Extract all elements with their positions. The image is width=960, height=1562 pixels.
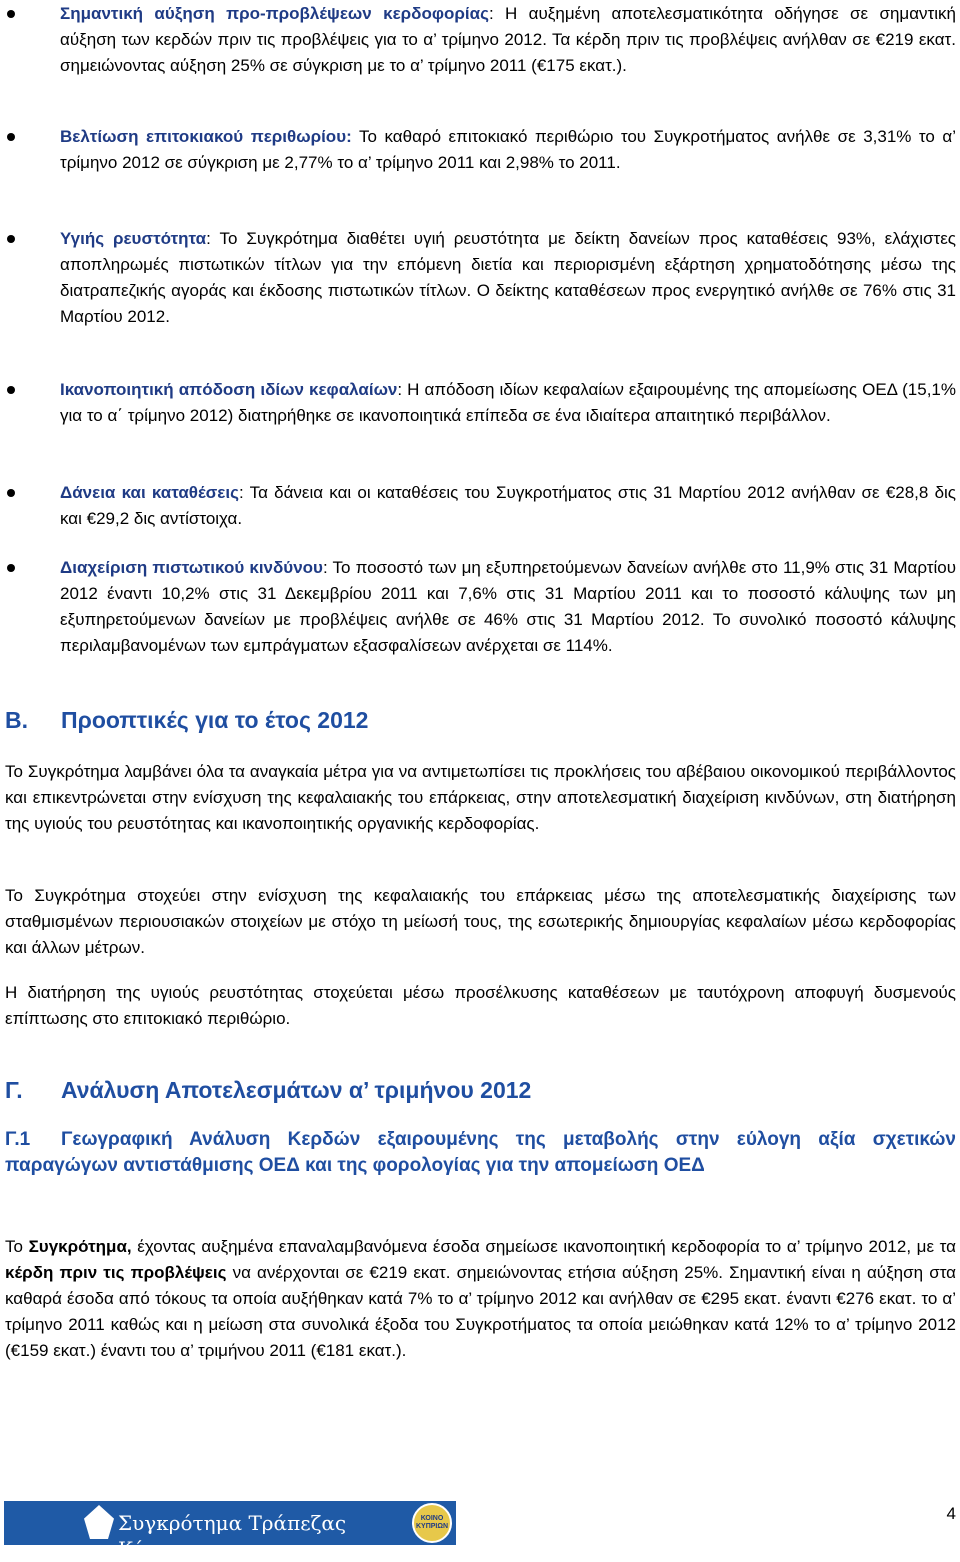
list-item-body: : Τα δάνεια και οι καταθέσεις του Συγκροτήματος στις 31 Μαρτίου 2012 ανήλθαν σε €28,8 δις και €29,2 δις αντίστοιχα. (60, 483, 957, 528)
list-item-text (60, 377, 956, 429)
section-b-number: Β. (5, 707, 28, 733)
list-item-body: : Η αυξημένη αποτελεσματικότητα οδήγησε σε σημαντική αύξηση των κερδών πριν τις προβλέψεις για το α’ τρίμηνο 2012. Τα κέρδη πριν τις προβλέψεις ανήλθαν σε €219 εκατ. σημειώνοντας αύξηση 25% σε σύγκριση με το α’ τρίμηνο 2011 (€175 εκατ.). (60, 4, 956, 75)
section-b-paragraph: Η διατήρηση της υγιούς ρευστότητας στοχεύεται μέσω προσέλκυσης καταθέσεων με ταυτόχρονη αποφυγή δυσμενούς επίπτωσης στο επιτοκιακό περιθώριο. (5, 983, 956, 1028)
list-item-body: : Το Συγκρότημα διαθέτει υγιή ρευστότητα με δείκτη δανείων προς καταθέσεις 93%, ελάχιστες αποπληρωμές πιστωτικών τίτλων για την επόμενη διετία και περιορισμένη εξάρτηση χρηματοδότησης μέσω της διατραπεζικής αγοράς και έκδοσης πιστωτικών τίτλων. Ο δείκτης καταθέσεων προς ενεργητικό ανήλθε σε 76% στις 31 Μαρτίου 2012. (60, 229, 956, 326)
bullet-icon (7, 489, 15, 497)
list-item-lead: Διαχείριση πιστωτικού κινδύνου (60, 558, 323, 577)
seal-text: ΚΟΙΝΟ ΚΥΠΡΙΩΝ (415, 1515, 449, 1530)
section-b-title: Προοπτικές για το έτος 2012 (61, 707, 369, 733)
list-item-text (60, 1, 956, 79)
bullet-icon (7, 564, 15, 572)
section-c-heading (5, 1075, 955, 1105)
paragraph-text: να ανέρχονται σε €219 εκατ. σημειώνοντας ετήσια αύξηση 25%. Σημαντική είναι η αύξηση στα καθαρά έσοδα από τόκους τα οποία αυξήθηκαν κατά 7% το α’ τρίμηνο 2012 και ανήλθαν σε €295 εκατ. έναντι €276 εκατ. το α’ τρίμηνο 2011 καθώς και η μείωση στα συνολικά έξοδα του Συγκροτήματος τα οποία μειώθηκαν κατά 12% το α’ τρίμηνο 2012 (€159 εκατ.) έναντι του α’ τριμήνου 2011 (€181 εκατ.). (5, 1263, 957, 1360)
list-item-lead: Βελτίωση επιτοκιακού περιθωρίου: (60, 127, 352, 146)
section-c-title: Ανάλυση Αποτελεσμάτων α’ τριμήνου 2012 (61, 1077, 532, 1103)
section-b-heading (5, 705, 955, 735)
bullet-icon (7, 133, 15, 141)
list-item-lead: Ικανοποιητική απόδοση ιδίων κεφαλαίων (60, 380, 398, 399)
list-item-lead: Δάνεια και καταθέσεις (60, 483, 239, 502)
list-item-body: : Το ποσοστό των μη εξυπηρετούμενων δανείων ανήλθε στο 11,9% στις 31 Μαρτίου 2012 έναντι 10,2% στις 31 Δεκεμβρίου 2011 και 7,6% στις 31 Μαρτίου 2011 και το ποσοστό κάλυψης των μη εξυπηρετούμενων δανείων με προβλέψεις ανήλθε σε 46% στις 31 Μαρτίου 2012. Το συνολικό ποσοστό κάλυψης περιλαμβανομένων των εμπράγματων εξασφαλίσεων ανέρχεται σε 114%. (60, 558, 957, 655)
list-item-lead: Σημαντική αύξηση προ-προβλέψεων κερδοφορίας (60, 4, 489, 23)
section-b-paragraph: Το Συγκρότημα στοχεύει στην ενίσχυση της κεφαλαιακής του επάρκειας μέσω της αποτελεσματικής διαχείρισης των σταθμισμένων περιουσιακών στοιχείων με στόχο τη μείωσή τους, της εσωτερικής δημιουργίας κεφαλαίων μέσω κερδοφορίας και άλλων μέτρων. (5, 886, 956, 957)
page-number: 4 (946, 1504, 956, 1523)
bullet-icon (7, 235, 15, 243)
paragraph-text: έχοντας αυξημένα επαναλαμβανόμενα έσοδα σημείωσε ικανοποιητική κερδοφορία το α’ τρίμηνο 2012, με τα (131, 1237, 956, 1256)
bullet-icon (7, 10, 15, 18)
subsection-c1-number: Γ.1 (5, 1129, 31, 1150)
subsection-c1-title: Γεωγραφική Ανάλυση Κερδών εξαιρουμένης της μεταβολής στην εύλογη αξία σχετικών παραγώγων αντιστάθμισης ΟΕΔ και της φορολογίας για την απομείωση ΟΕΔ (5, 1129, 956, 1176)
list-item-lead: Υγιής ρευστότητα (60, 229, 207, 248)
list-item-body: : Η απόδοση ιδίων κεφαλαίων εξαιρουμένης της απομείωσης ΟΕΔ (15,1% για το α΄ τρίμηνο 2012) διατηρήθηκε σε ικανοποιητικά επίπεδα σε ένα ιδιαίτερα απαιτητικό περιβάλλον. (60, 380, 957, 425)
paragraph-bold-text: κέρδη πριν τις προβλέψεις (5, 1263, 227, 1282)
list-item-text (60, 226, 956, 330)
list-item-text (60, 124, 956, 176)
subsection-c1-paragraph (5, 1234, 956, 1364)
paragraph-bold-text: Συγκρότημα, (28, 1237, 132, 1256)
list-item-body: Το καθαρό επιτοκιακό περιθώριο του Συγκροτήματος ανήλθε σε 3,31% το α’ τρίμηνο 2012 σε σύγκριση με 2,77% το α’ τρίμηνο 2011 και 2,98% το 2011. (60, 127, 957, 172)
section-c-number: Γ. (5, 1077, 23, 1103)
footer-bank-name: Συγκρότημα Τράπεζας Κύπρου (118, 1511, 347, 1561)
bullet-icon (7, 386, 15, 394)
list-item-text (60, 555, 956, 659)
section-b-paragraph: Το Συγκρότημα λαμβάνει όλα τα αναγκαία μέτρα για να αντιμετωπίσει τις προκλήσεις του αβέβαιου οικονομικού περιβάλλοντος και επικεντρώνεται στην ενίσχυση της κεφαλαιακής του επάρκειας, στην αποτελεσματική διαχείριση κινδύνων, στη διατήρηση της υγιούς του ρευστότητας και ικανοποιητικής οργανικής κερδοφορίας. (5, 762, 956, 833)
list-item-text (60, 480, 956, 532)
paragraph-text: Το (5, 1237, 29, 1256)
subsection-c1-heading (5, 1127, 956, 1179)
